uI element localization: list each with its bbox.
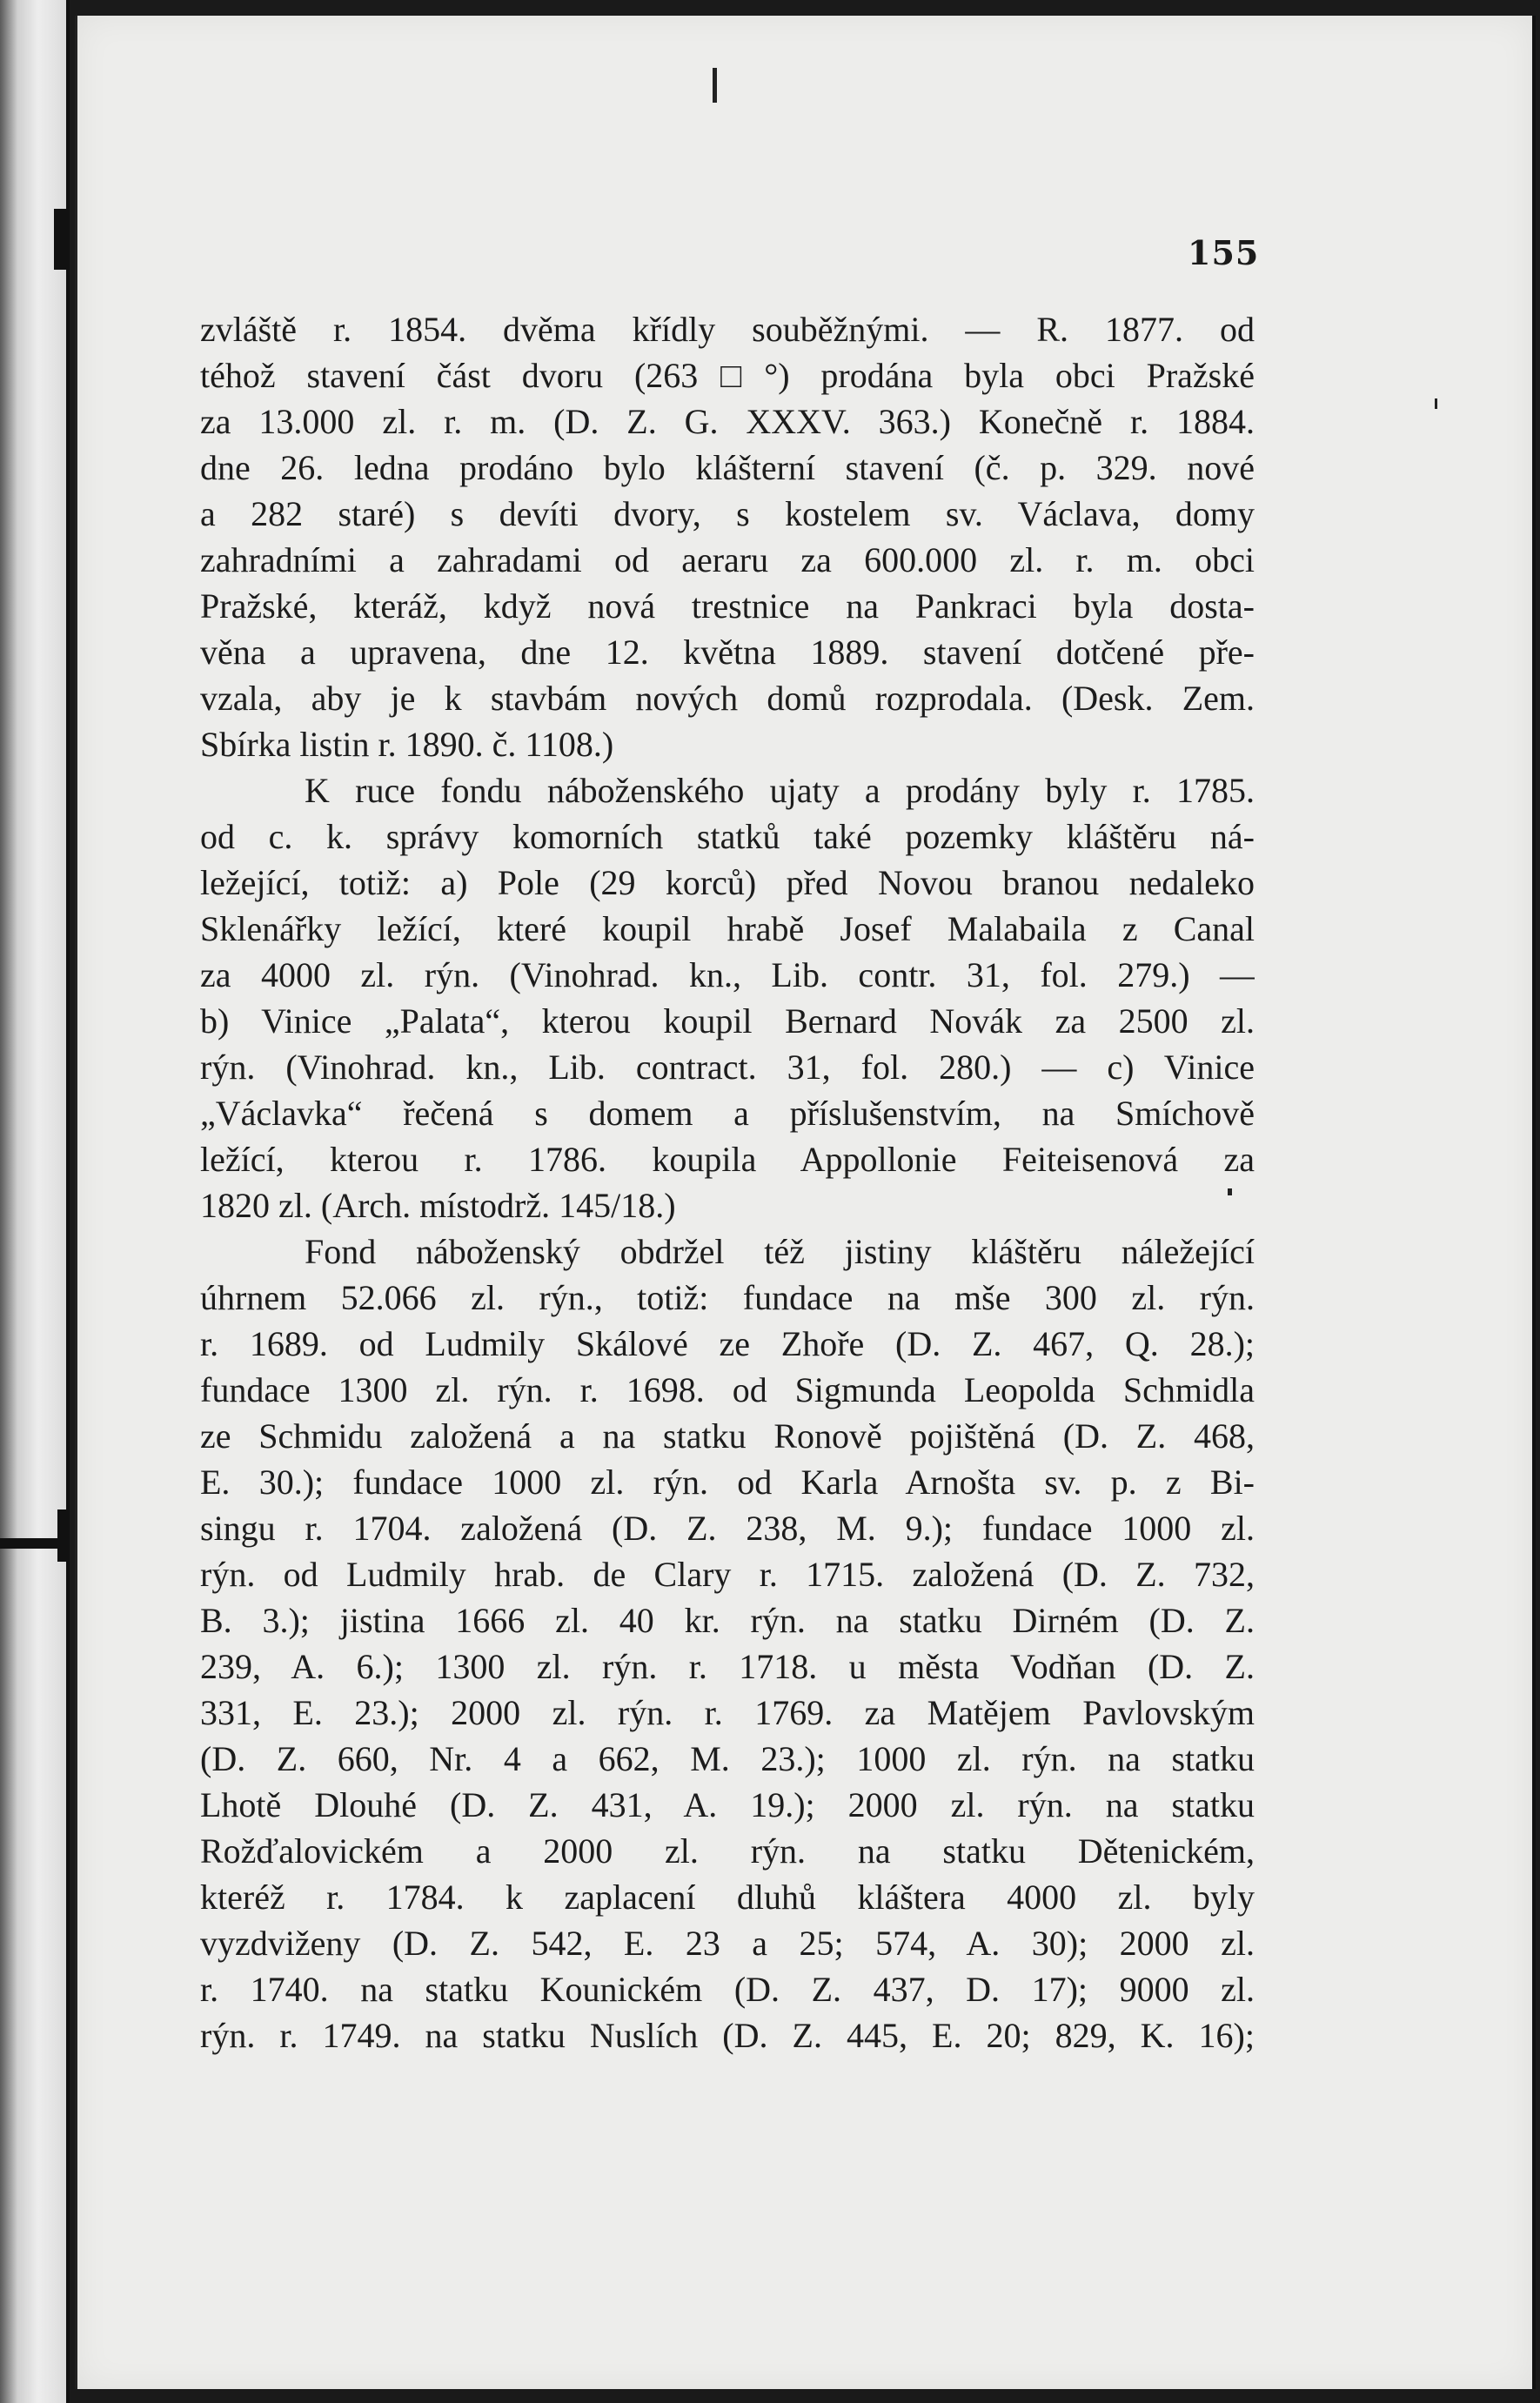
text-line-32: (D. Z. 660, Nr. 4 a 662, M. 23.); 1000 zl. rýn. na statku xyxy=(200,1739,1255,1778)
text-line-35: kteréž r. 1784. k zaplacení dluhů kláštera 4000 zl. byly xyxy=(200,1878,1255,1917)
text-line-24: fundace 1300 zl. rýn. r. 1698. od Sigmunda Leopolda Schmidla xyxy=(200,1370,1255,1409)
text-line-9: vzala, aby je k stavbám nových domů rozprodala. (Desk. Zem. xyxy=(200,679,1255,718)
body-text xyxy=(200,306,1255,2058)
page-number: 155 xyxy=(1188,233,1260,272)
text-line-30: 239, A. 6.); 1300 zl. rýn. r. 1718. u města Vodňan (D. Z. xyxy=(200,1647,1255,1686)
text-line-14: Sklenářky ležící, které koupil hrabě Josef Malabaila z Canal xyxy=(200,909,1255,948)
text-line-22: úhrnem 52.066 zl. rýn., totiž: fundace na mše 300 zl. rýn. xyxy=(200,1278,1255,1317)
text-line-10: Sbírka listin r. 1890. č. 1108.) xyxy=(200,725,614,764)
gutter-mark-top xyxy=(54,209,68,270)
text-line-28: rýn. od Ludmily hrab. de Clary r. 1715. založená (D. Z. 732, xyxy=(200,1555,1255,1594)
text-line-27: singu r. 1704. založená (D. Z. 238, M. 9.); fundace 1000 zl. xyxy=(200,1509,1255,1548)
text-line-33: Lhotě Dlouhé (D. Z. 431, A. 19.); 2000 zl. rýn. na statku xyxy=(200,1785,1255,1824)
text-line-12: od c. k. správy komorních statků také pozemky kláštěru ná- xyxy=(200,817,1255,856)
text-line-11: K ruce fondu náboženského ujaty a prodány byly r. 1785. xyxy=(305,771,1255,810)
print-speck xyxy=(713,68,717,103)
text-line-7: Pražské, kteráž, když nová trestnice na Pankraci byla dosta- xyxy=(200,586,1255,626)
text-line-26: E. 30.); fundace 1000 zl. rýn. od Karla Arnošta sv. p. z Bi- xyxy=(200,1463,1255,1502)
text-line-19: ležící, kterou r. 1786. koupila Appollonie Feiteisenová za xyxy=(200,1140,1255,1179)
text-line-16: b) Vinice „Palata“, kterou koupil Bernard Novák za 2500 zl. xyxy=(200,1001,1255,1041)
text-line-37: r. 1740. na statku Kounickém (D. Z. 437, D. 17); 9000 zl. xyxy=(200,1970,1255,2009)
text-line-36: vyzdviženy (D. Z. 542, E. 23 a 25; 574, A. 30); 2000 zl. xyxy=(200,1924,1255,1963)
gutter-mark-bracket xyxy=(57,1509,68,1562)
text-line-21: Fond náboženský obdržel též jistiny kláštěru náležející xyxy=(305,1232,1255,1271)
text-line-17: rýn. (Vinohrad. kn., Lib. contract. 31, fol. 280.) — c) Vinice xyxy=(200,1048,1255,1087)
text-line-18: „Václavka“ řečená s domem a příslušenstvím, na Smíchově xyxy=(200,1094,1255,1133)
text-line-2: téhož stavení část dvoru (263□°) prodána byla obci Pražské xyxy=(200,356,1255,395)
text-line-29: B. 3.); jistina 1666 zl. 40 kr. rýn. na statku Dirném (D. Z. xyxy=(200,1601,1255,1640)
text-line-4: dne 26. ledna prodáno bylo klášterní stavení (č. p. 329. nové xyxy=(200,448,1255,487)
text-line-3: za 13.000 zl. r. m. (D. Z. G. XXXV. 363.) Konečně r. 1884. xyxy=(200,402,1255,441)
text-line-34: Rožďalovickém a 2000 zl. rýn. na statku Dětenickém, xyxy=(200,1831,1255,1871)
text-line-20: 1820 zl. (Arch. místodrž. 145/18.) xyxy=(200,1186,676,1225)
text-line-8: věna a upravena, dne 12. května 1889. stavení dotčené pře- xyxy=(200,633,1255,672)
text-line-25: ze Schmidu založená a na statku Ronově pojištěná (D. Z. 468, xyxy=(200,1416,1255,1456)
text-line-15: za 4000 zl. rýn. (Vinohrad. kn., Lib. contr. 31, fol. 279.) — xyxy=(200,955,1255,994)
text-line-1: zvláště r. 1854. dvěma křídly souběžnými. — R. 1877. od xyxy=(200,310,1255,349)
page-gutter-line xyxy=(66,0,70,2403)
adjacent-page-edge xyxy=(0,0,70,2403)
text-line-23: r. 1689. od Ludmily Skálové ze Zhoře (D. Z. 467, Q. 28.); xyxy=(200,1324,1255,1363)
print-speck xyxy=(1435,398,1437,409)
text-line-6: zahradními a zahradami od aeraru za 600.000 zl. r. m. obci xyxy=(200,540,1255,579)
text-line-38: rýn. r. 1749. na statku Nuslích (D. Z. 445, E. 20; 829, K. 16); xyxy=(200,2016,1255,2055)
text-line-13: ležející, totiž: a) Pole (29 korců) před Novou branou nedaleko xyxy=(200,863,1255,902)
text-line-31: 331, E. 23.); 2000 zl. rýn. r. 1769. za Matějem Pavlovským xyxy=(200,1693,1255,1732)
text-line-5: a 282 staré) s devíti dvory, s kostelem sv. Václava, domy xyxy=(200,494,1255,533)
